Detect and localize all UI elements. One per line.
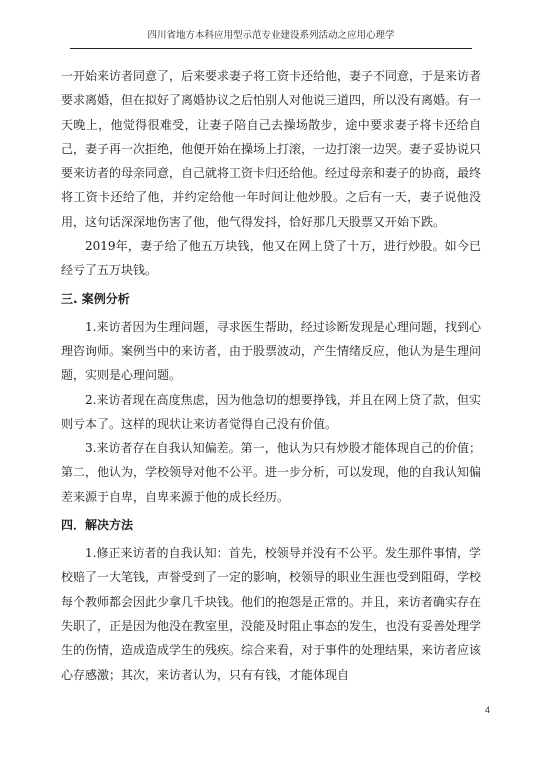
section-heading: 四．解决方法 xyxy=(61,518,134,533)
list-item: 1.修正来访者的自我认知：首先，校领导并没有不公平。发生那件事情，学校赔了一大笔钱，声誉受到了一定的影响，校领导的职业生涯也受到阻碍，学校每个教师都会因此少拿几千块钱。他们的抱怨是正常的。并且，来访者确实存在失职了，正是因为他没在教室里，没能及时阻止事态的发生，也没有妥善处理学生的伤情，造成造成学生的残疾。综合来看，对于事件的处理结果，来访者应该心存感激；其次，来访者认为，只有有钱，才能体现自 xyxy=(61,546,482,682)
page-number: 4 xyxy=(484,705,490,715)
page-header: 四川省地方本科应用型示范专业建设系列活动之应用心理学 xyxy=(70,26,472,49)
list-item: 1.来访者因为生理问题，寻求医生帮助，经过诊断发现是心理问题，找到心理咨询师。案例当中的来访者，由于股票波动，产生情绪反应，他认为是生理问题，实则是心理问题。 xyxy=(61,319,482,383)
section-heading: 三. 案例分析 xyxy=(61,291,130,306)
document-body xyxy=(61,64,481,687)
paragraph: 2019年，妻子给了他五万块钱，他又在网上贷了十万，进行炒股。如今已经亏了五万块钱。 xyxy=(61,239,481,278)
paragraph: 一开始来访者同意了，后来要求妻子将工资卡还给他，妻子不同意，于是来访者要求离婚，但在拟好了离婚协议之后怕别人对他说三道四，所以没有离婚。有一天晚上，他觉得很难受，让妻子陪自己去操场散步，途中要求妻子将卡还给自己，妻子再一次拒绝，他便开始在操场上打滚，一边打滚一边哭。妻子妥协说只要来访者的母亲同意，自己就将工资卡归还给他。经过母亲和妻子的协商，最终将工资卡还给了他，并约定给他一年时间让他炒股。之后有一天，妻子说他没用，这句话深深地伤害了他，他气得发抖，恰好那几天股票又开始下跌。 xyxy=(61,69,482,229)
list-item: 2.来访者现在高度焦虑，因为他急切的想要挣钱，并且在网上贷了款，但实则亏本了。这样的现状让来访者觉得自己没有价值。 xyxy=(61,392,481,431)
list-item: 3.来访者存在自我认知偏差。第一，他认为只有炒股才能体现自己的价值；第二，他认为，学校领导对他不公平。进一步分析，可以发现，他的自我认知偏差来源于自卑，自卑来源于他的成长经历。 xyxy=(61,441,482,504)
